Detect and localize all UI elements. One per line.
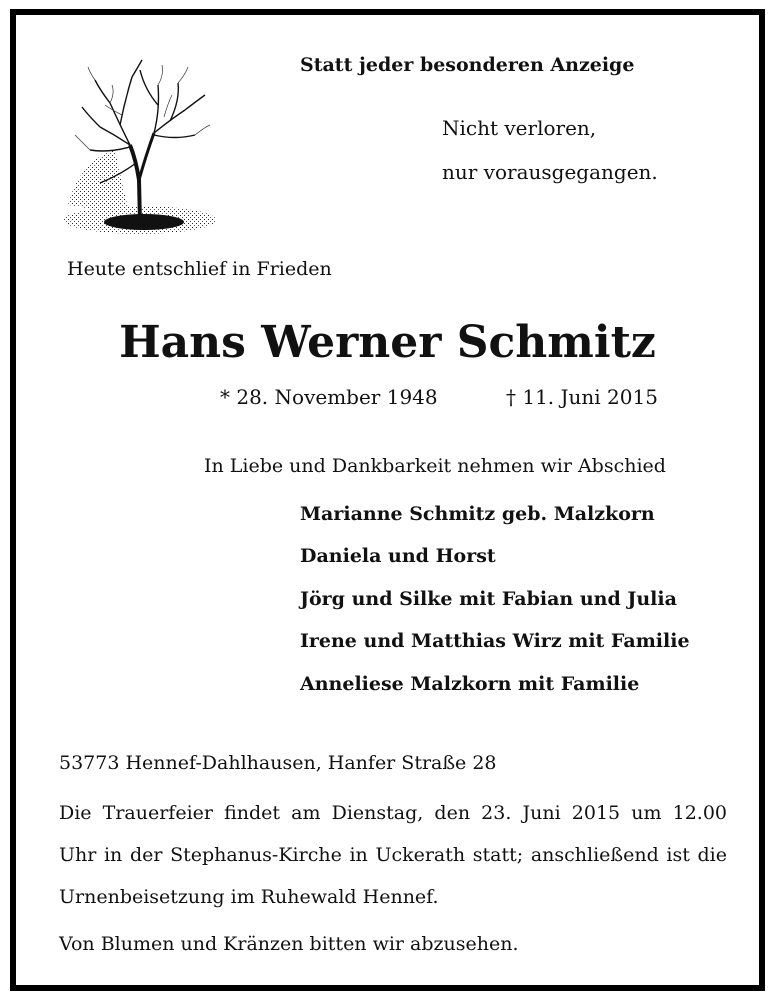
mourner-name: Marianne Schmitz geb. Malzkorn <box>300 503 655 525</box>
service-line: Urnenbeisetzung im Ruhewald Hennef. <box>59 886 439 908</box>
mourner-name: Anneliese Malzkorn mit Familie <box>300 673 640 695</box>
service-line: Uhr in der Stephanus-Kirche in Uckerath statt; anschließend ist die <box>59 844 727 866</box>
deceased-name: Hans Werner Schmitz <box>119 317 656 368</box>
motto-line-1: Nicht verloren, <box>442 116 597 140</box>
birth-date: * 28. November 1948 <box>220 385 438 409</box>
mourner-name: Daniela und Horst <box>300 545 496 567</box>
service-line: Die Trauerfeier findet am Dienstag, den 23. Juni 2015 um 12.00 <box>59 802 727 824</box>
notice-header: Statt jeder besonderen Anzeige <box>300 54 635 76</box>
bare-tree-icon <box>60 55 220 235</box>
closing-request: Von Blumen und Kränzen bitten wir abzusehen. <box>59 933 519 955</box>
family-address: 53773 Hennef-Dahlhausen, Hanfer Straße 28 <box>59 752 497 774</box>
service-details <box>59 792 727 918</box>
obituary-notice <box>10 9 765 991</box>
intro-text: Heute entschlief in Frieden <box>67 258 332 280</box>
death-date: † 11. Juni 2015 <box>506 385 658 409</box>
mourner-name: Jörg und Silke mit Fabian und Julia <box>300 588 677 610</box>
motto-line-2: nur vorausgegangen. <box>442 160 658 184</box>
farewell-text: In Liebe und Dankbarkeit nehmen wir Abschied <box>204 455 666 477</box>
mourner-name: Irene und Matthias Wirz mit Familie <box>300 630 690 652</box>
